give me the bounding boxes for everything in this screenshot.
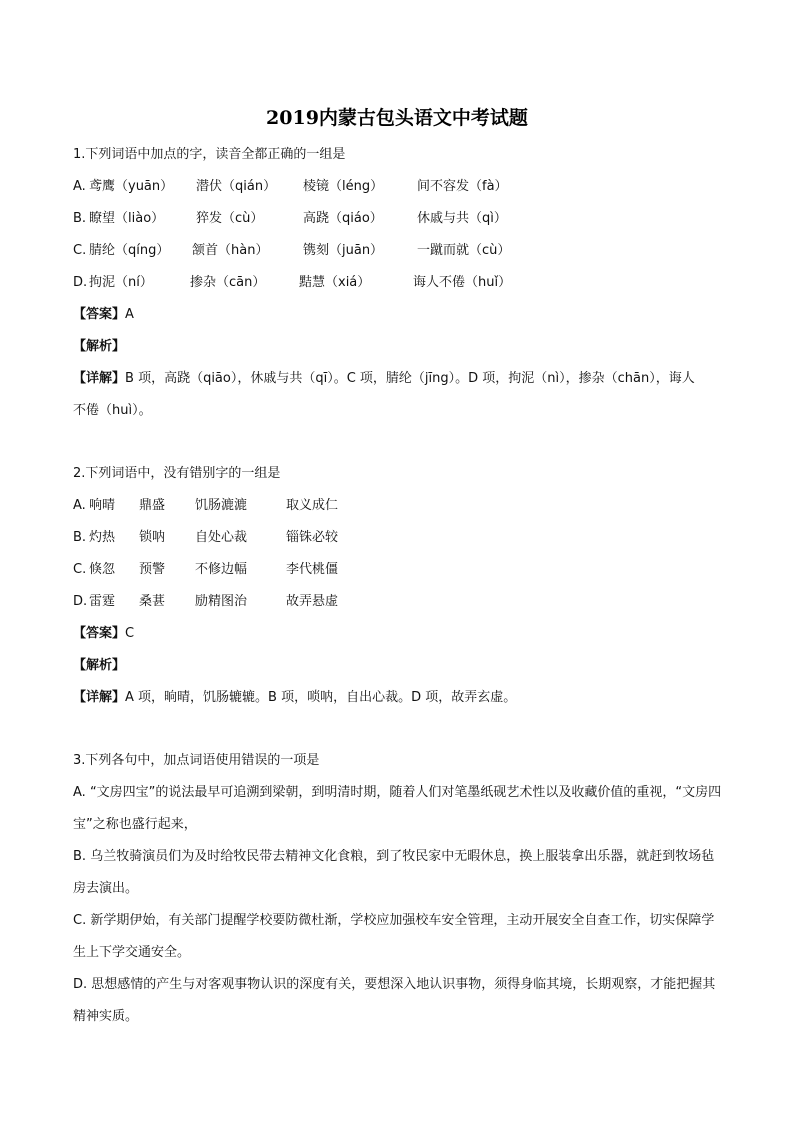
- page-title: 2019内蒙古包头语文中考试题: [266, 107, 528, 129]
- question-3-option-d: [73, 969, 723, 1033]
- question-2-detail: [73, 689, 516, 707]
- option-item: 雷霆: [89, 594, 116, 609]
- question-3-option-b: [73, 841, 723, 905]
- question-1-detail: [73, 370, 695, 388]
- question-1-answer: [73, 306, 134, 324]
- option-item: 自处心裁: [195, 530, 248, 545]
- option-label: A.: [73, 179, 86, 194]
- option-text: 乌兰牧骑演员们为及时给牧民带去精神文化食粮，到了牧民家中无暇休息，换上服装拿出乐器，就赶到牧场毡房去演出。: [73, 849, 715, 896]
- option-item: 一蹴而就（cù）: [417, 243, 511, 258]
- question-3-option-c: [73, 905, 723, 969]
- question-1-analysis-tag: [73, 338, 125, 356]
- option-item: 响晴: [89, 498, 116, 513]
- option-label: B.: [73, 211, 87, 226]
- option-item: 取义成仁: [286, 498, 339, 513]
- answer-value: C: [125, 626, 135, 641]
- analysis-tag: 【解析】: [73, 658, 126, 673]
- question-3-stem: 3.下列各句中，加点词语使用错误的一项是: [73, 753, 320, 768]
- option-label: A.: [73, 498, 86, 513]
- answer-tag: 【答案】: [73, 307, 126, 322]
- option-item: 腈纶（qíng）: [89, 243, 170, 258]
- option-item: 黠慧（xiá）: [299, 275, 371, 290]
- option-label: D.: [73, 594, 88, 609]
- analysis-tag: 【解析】: [73, 339, 126, 354]
- option-item: 灼热: [89, 530, 116, 545]
- option-item: 诲人不倦（huǐ）: [413, 275, 512, 290]
- option-text: 新学期伊始，有关部门提醒学校要防微杜渐，学校应加强校车安全管理，主动开展安全自查工作，切实保障学生上下学交通安全。: [73, 913, 715, 960]
- option-label: B.: [73, 530, 87, 545]
- option-label: B.: [73, 849, 87, 864]
- option-item: 镌刻（juān）: [303, 243, 384, 258]
- option-item: 瞭望（liào）: [89, 211, 165, 226]
- option-item: 饥肠漉漉: [195, 498, 248, 513]
- option-item: 故弄悬虚: [286, 594, 339, 609]
- option-item: 李代桃僵: [286, 562, 339, 577]
- answer-value: A: [125, 307, 134, 322]
- option-item: 不修边幅: [195, 562, 248, 577]
- option-label: C.: [73, 562, 87, 577]
- option-item: 倏忽: [89, 562, 116, 577]
- option-item: 锁呐: [139, 530, 166, 545]
- option-item: 掺杂（cān）: [190, 275, 266, 290]
- option-item: 棱镜（léng）: [303, 179, 384, 194]
- option-item: 间不容发（fà）: [417, 179, 508, 194]
- option-text: 思想感情的产生与对客观事物认识的深度有关，要想深入地认识事物，须得身临其境，长期观察，才能把握其精神实质。: [73, 977, 716, 1024]
- option-item: 高跷（qiáo）: [303, 211, 383, 226]
- option-label: A.: [73, 785, 86, 800]
- option-item: 预警: [139, 562, 166, 577]
- option-label: D.: [73, 275, 88, 290]
- option-item: 颔首（hàn）: [192, 243, 269, 258]
- option-item: 猝发（cù）: [196, 211, 264, 226]
- option-text: “文房四宝”的说法最早可追溯到梁朝，到明清时期，随着人们对笔墨纸砚艺术性以及收藏价值的重视，“文房四宝”之称也盛行起来，: [73, 785, 722, 832]
- option-item: 桑葚: [139, 594, 166, 609]
- option-item: 休戚与共（qì）: [417, 211, 507, 226]
- option-label: C.: [73, 913, 87, 928]
- question-1-detail-continued: 不倦（huì）。: [73, 403, 152, 418]
- detail-text: B 项，高跷（qiāo），休戚与共（qī）。C 项，腈纶（jīng）。D 项，拘泥（nì），掺杂（chān），诲人: [125, 371, 695, 386]
- answer-tag: 【答案】: [73, 626, 126, 641]
- option-item: 励精图治: [195, 594, 248, 609]
- question-2-stem: 2.下列词语中，没有错别字的一组是: [73, 466, 281, 481]
- option-label: D.: [73, 977, 88, 992]
- question-2-analysis-tag: [73, 657, 125, 675]
- question-2-answer: [73, 625, 134, 643]
- question-3-option-a: [73, 777, 723, 841]
- detail-text: A 项，晌晴，饥肠辘辘。B 项，唢呐，自出心裁。D 项，故弄玄虚。: [125, 690, 517, 705]
- option-item: 拘泥（ní）: [89, 275, 153, 290]
- option-item: 锱铢必较: [286, 530, 339, 545]
- option-label: C.: [73, 243, 87, 258]
- option-item: 潜伏（qián）: [196, 179, 277, 194]
- detail-tag: 【详解】: [73, 690, 126, 705]
- detail-tag: 【详解】: [73, 371, 126, 386]
- option-item: 鸢鹰（yuān）: [89, 179, 174, 194]
- option-item: 鼎盛: [139, 498, 166, 513]
- question-1-stem: 1.下列词语中加点的字，读音全都正确的一组是: [73, 147, 346, 162]
